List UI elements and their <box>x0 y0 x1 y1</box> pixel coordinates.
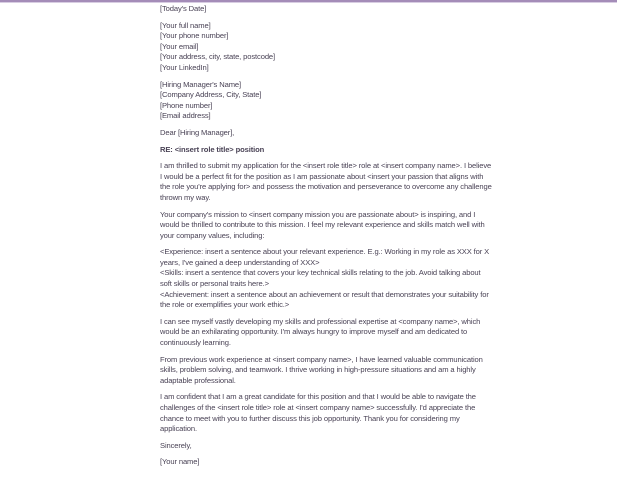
paragraph-mission: Your company's mission to <insert company mission you are passionate about> is inspiring, and I would be thrilled to contribute to this mission. I feel my relevant experience and skills match well with your company values, including: <box>160 209 485 240</box>
paragraph-intro: I am thrilled to submit my application for the <insert role title> role at <insert company name>. I believe I would be a perfect fit for the position as I am passionate about <insert your passion that aligns with the role you're applying for> and possess the motivation and perseverance to overcome any challenge thrown my way. <box>160 161 492 202</box>
paragraph-development: I can see myself vastly developing my skills and professional expertise at <company name>, which would be an exhilarating opportunity. I'm always hungry to improve myself and am dedicated to continuously learning. <box>160 316 481 348</box>
date-line: [Today's Date] <box>160 4 207 13</box>
subject-line: RE: <insert role title> position <box>160 144 265 154</box>
recipient-block <box>160 80 494 122</box>
recipient-email-line: [Email address] <box>160 111 211 121</box>
sender-linkedin-line: [Your LinkedIn] <box>160 62 209 72</box>
recipient-name-line: [Hiring Manager's Name] <box>160 79 241 89</box>
page-top-accent-bar <box>0 0 617 3</box>
sender-contact-block <box>160 21 494 74</box>
recipient-address-line: [Company Address, City, State] <box>160 90 262 100</box>
closing-line: Sincerely, <box>160 440 192 450</box>
sender-address-line: [Your address, city, state, postcode] <box>160 52 276 62</box>
sender-email-line: [Your email] <box>160 41 199 51</box>
value-item-experience: <Experience: insert a sentence about your relevant experience. E.g.: Working in my role as XXX for X years, I've gained a deep understanding of XXX> <box>160 247 490 267</box>
value-item-achievement: <Achievement: insert a sentence about an achievement or result that demonstrates your suitability for the role or exemplifies your work ethic.> <box>160 289 489 310</box>
sender-phone-line: [Your phone number] <box>160 31 229 41</box>
recipient-phone-line: [Phone number] <box>160 100 213 110</box>
paragraph-confidence: I am confident that I am a great candidate for this position and that I would be able to navigate the challenges of the <insert role title> role at <insert company name> successfully. I'd appreciate the chance to meet with you to further discuss this job opportunity. Thank you for considering my application. <box>160 392 476 434</box>
value-item-skills: <Skills: insert a sentence that covers your key technical skills relating to the job. Avoid talking about soft skills or personal traits here.> <box>160 268 481 289</box>
salutation-line: Dear [Hiring Manager], <box>160 127 235 137</box>
cover-letter-document <box>160 4 494 468</box>
signature-line: [Your name] <box>160 457 200 467</box>
sender-name-line: [Your full name] <box>160 20 211 30</box>
value-items-block <box>160 247 494 311</box>
paragraph-experience: From previous work experience at <insert company name>, I have learned valuable communication skills, problem solving, and teamwork. I thrive working in high-pressure situations and am a highly adaptable professional. <box>160 354 483 385</box>
